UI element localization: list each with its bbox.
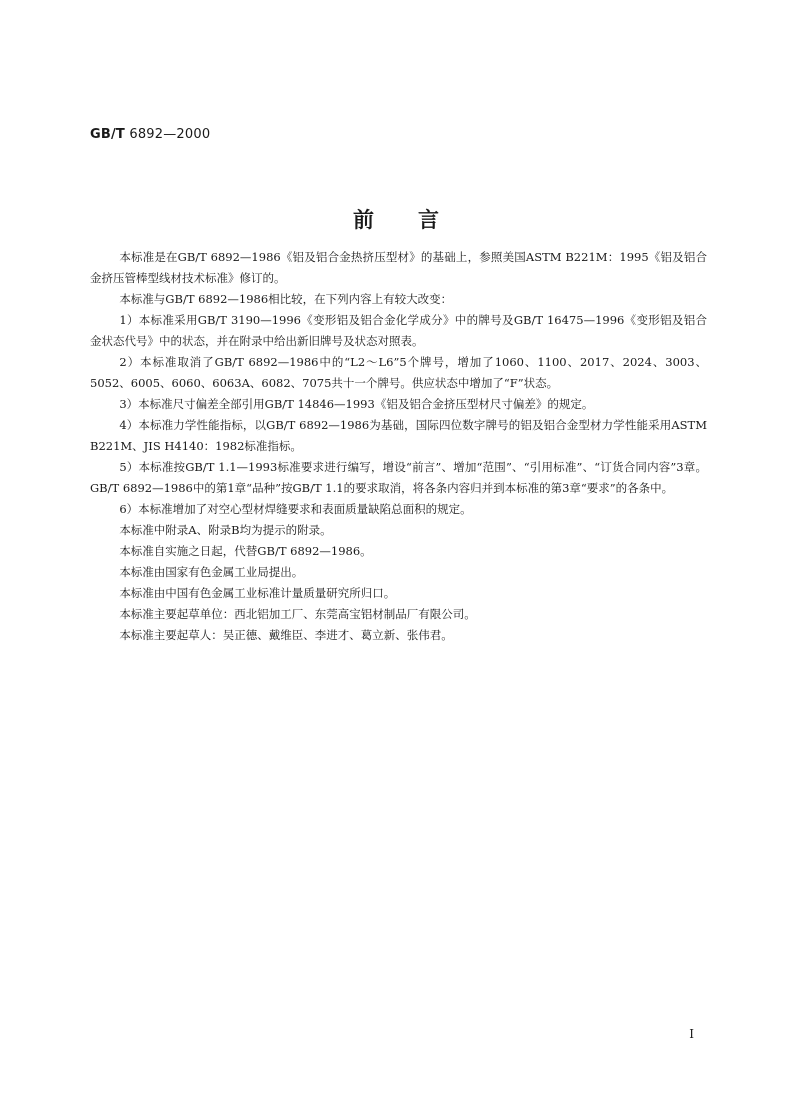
paragraph-proposed-by: 本标准由国家有色金属工业局提出。 xyxy=(119,565,304,579)
page-title: 前言 xyxy=(353,208,483,232)
paragraph-appendix: 本标准中附录A、附录B均为提示的附录。 xyxy=(119,523,332,537)
paragraph-intro: 本标准是在GB/T 6892—1986《铝及铝合金热挤压型材》的基础上，参照美国ASTM B221M：1995《铝及铝合金挤压管棒型线材技术标准》修订的。 xyxy=(90,250,707,285)
paragraph-change-5: 5）本标准按GB/T 1.1—1993标准要求进行编写，增设“前言”、增加“范围”、“引用标准”、“订货合同内容”3章。GB/T 6892—1986中的第1章“品种”按GB/T 1.1的要求取消，将各条内容归并到本标准的第3章“要求”的各条中。 xyxy=(90,460,707,495)
paragraph-change-2: 2）本标准取消了GB/T 6892—1986中的“L2～L6”5个牌号，增加了1060、1100、2017、2024、3003、5052、6005、6060、6063A、6082、7075共十一个牌号。供应状态中增加了“F”状态。 xyxy=(90,355,707,390)
standard-code-prefix: GB/T xyxy=(90,127,125,142)
paragraph-change-1: 1）本标准采用GB/T 3190—1996《变形铝及铝合金化学成分》中的牌号及GB/T 16475—1996《变形铝及铝合金状态代号》中的状态，并在附录中给出新旧牌号及状态对照表。 xyxy=(90,313,707,348)
paragraph-drafters: 本标准主要起草人：吴正德、戴维臣、李进才、葛立新、张伟君。 xyxy=(119,628,453,642)
paragraph-changes-lead: 本标准与GB/T 6892—1986相比较，在下列内容上有较大改变： xyxy=(119,292,453,306)
paragraph-change-6: 6）本标准增加了对空心型材焊缝要求和表面质量缺陷总面积的规定。 xyxy=(119,502,472,516)
standard-code-number: 6892—2000 xyxy=(129,127,211,142)
page-number: I xyxy=(689,1027,694,1041)
paragraph-drafting-units: 本标准主要起草单位：西北铝加工厂、东莞高宝铝材制品厂有限公司。 xyxy=(119,607,476,621)
paragraph-managed-by: 本标准由中国有色金属工业标准计量质量研究所归口。 xyxy=(119,586,396,600)
foreword-body xyxy=(90,247,707,646)
paragraph-replaces: 本标准自实施之日起，代替GB/T 6892—1986。 xyxy=(119,544,372,558)
paragraph-change-3: 3）本标准尺寸偏差全部引用GB/T 14846—1993《铝及铝合金挤压型材尺寸偏差》的规定。 xyxy=(119,397,594,411)
paragraph-change-4: 4）本标准力学性能指标，以GB/T 6892—1986为基础，国际四位数字牌号的铝及铝合金型材力学性能采用ASTM B221M、JIS H4140：1982标准指标。 xyxy=(90,418,707,453)
standard-code xyxy=(90,127,210,142)
